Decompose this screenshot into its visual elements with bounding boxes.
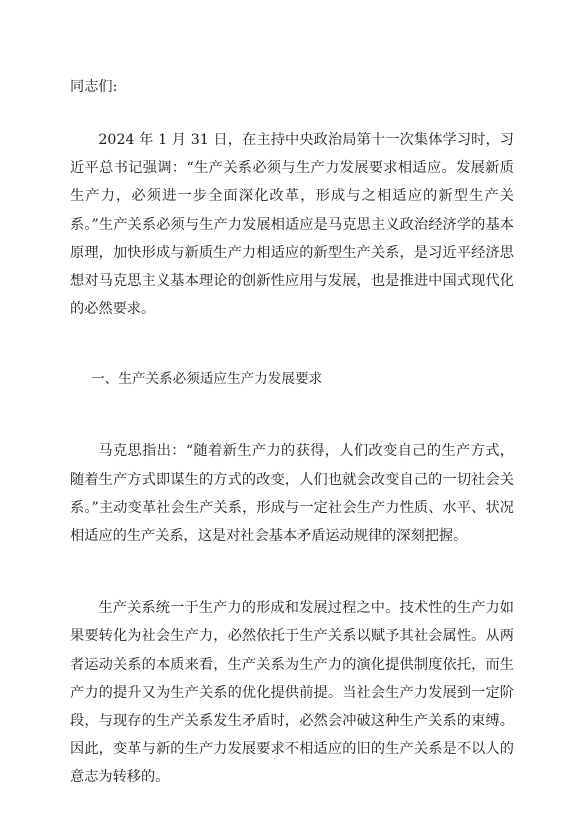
production-relations-paragraph: 生产关系统一于生产力的形成和发展过程之中。技术性的生产力如果要转化为社会生产力，必然依托于生产关系以赋予其社会属性。从两者运动关系的本质来看，生产关系为生产力的演化提供制度依托，而生产力的提升又为生产关系的优化提供前提。当社会生产力发展到一定阶段，与现存的生产关系发生矛盾时，必然会冲破这种生产关系的束缚。因此，变革与新的生产力发展要求不相适应的旧的生产关系是不以人的意志为转移的。 (70, 600, 514, 786)
section-heading: 一、生产关系必须适应生产力发展要求 (91, 371, 323, 388)
salutation: 同志们: (70, 79, 118, 95)
marx-quote-paragraph: 马克思指出：“随着新生产力的获得，人们改变自己的生产方式，随着生产方式即谋生的方式的改变，人们也就会改变自己的一切社会关系。”主动变革社会生产关系，形成与一定社会生产力性质、水平、状况相适应的生产关系，这是对社会基本矛盾运动规律的深刻把握。 (70, 443, 514, 545)
intro-paragraph: 2024 年 1 月 31 日，在主持中央政治局第十一次集体学习时，习近平总书记强调：“生产关系必须与生产力发展要求相适应。发展新质生产力，必须进一步全面深化改革，形成与之相适应的新型生产关系。”生产关系必须与生产力发展相适应是马克思主义政治经济学的基本原理，加快形成与新质生产力相适应的新型生产关系，是习近平经济思想对马克思主义基本理论的创新性应用与发展，也是推进中国式现代化的必然要求。 (70, 132, 514, 318)
